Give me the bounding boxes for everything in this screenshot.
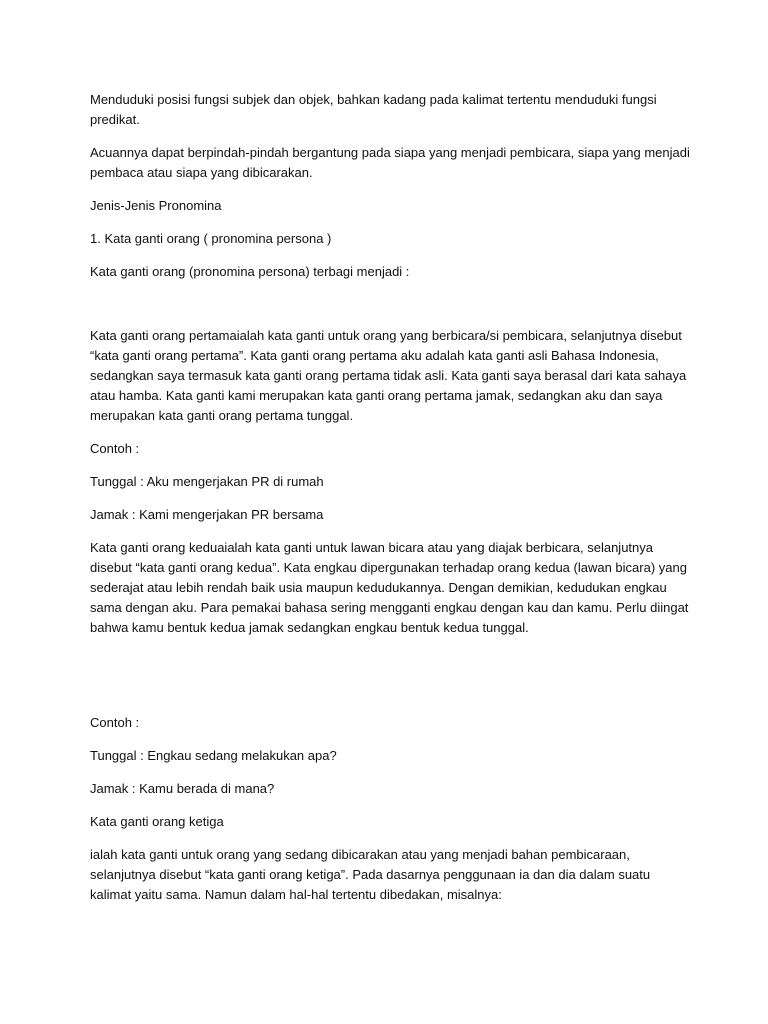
- blank-space: [90, 295, 690, 326]
- paragraph-orang-kedua: Kata ganti orang keduaialah kata ganti untuk lawan bicara atau yang diajak berbicara, selanjutnya disebut “kata ganti orang kedua”. Kata engkau dipergunakan terhadap orang kedua (lawan bicara) yang sederajat atau lebih rendah baik usia maupun kedudukannya. Dengan demikian, kedudukan engkau sama dengan aku. Para pemakai bahasa sering mengganti engkau dengan kau dan kamu. Perlu diingat bahwa kamu bentuk kedua jamak sedangkan engkau bentuk kedua tunggal.: [90, 540, 689, 635]
- example-jamak: Jamak : Kami mengerjakan PR bersama: [90, 507, 324, 522]
- paragraph-orang-pertama: Kata ganti orang pertamaialah kata ganti untuk orang yang berbicara/si pembicara, selanjutnya disebut “kata ganti orang pertama”. Kata ganti orang pertama aku adalah kata ganti asli Bahasa Indonesia, sedangkan saya termasuk kata ganti orang pertama tidak asli. Kata ganti saya berasal dari kata sahaya atau hamba. Kata ganti kami merupakan kata ganti orang pertama jamak, sedangkan aku dan saya merupakan kata ganti orang pertama tunggal.: [90, 328, 687, 423]
- example-tunggal: Tunggal : Engkau sedang melakukan apa?: [90, 748, 337, 763]
- paragraph-terbagi: Kata ganti orang (pronomina persona) terbagi menjadi :: [90, 264, 410, 279]
- subheading-kata-ganti-orang: 1. Kata ganti orang ( pronomina persona ): [90, 231, 332, 246]
- document-body: [90, 90, 690, 918]
- example-jamak: Jamak : Kamu berada di mana?: [90, 781, 275, 796]
- subheading-orang-ketiga: Kata ganti orang ketiga: [90, 814, 224, 829]
- example-label: Contoh :: [90, 715, 140, 730]
- blank-space: [90, 651, 690, 713]
- example-label: Contoh :: [90, 441, 140, 456]
- paragraph-orang-ketiga: ialah kata ganti untuk orang yang sedang dibicarakan atau yang menjadi bahan pembicaraan, selanjutnya disebut “kata ganti orang ketiga”. Pada dasarnya penggunaan ia dan dia dalam suatu kalimat yaitu sama. Namun dalam hal-hal tertentu dibedakan, misalnya:: [90, 847, 651, 902]
- section-heading-jenis-pronomina: Jenis-Jenis Pronomina: [90, 198, 222, 213]
- example-tunggal: Tunggal : Aku mengerjakan PR di rumah: [90, 474, 324, 489]
- paragraph-fungsi: Menduduki posisi fungsi subjek dan objek, bahkan kadang pada kalimat tertentu menduduki fungsi predikat.: [90, 92, 657, 127]
- paragraph-acuan: Acuannya dapat berpindah-pindah bergantung pada siapa yang menjadi pembicara, siapa yang menjadi pembaca atau siapa yang dibicarakan.: [90, 145, 690, 180]
